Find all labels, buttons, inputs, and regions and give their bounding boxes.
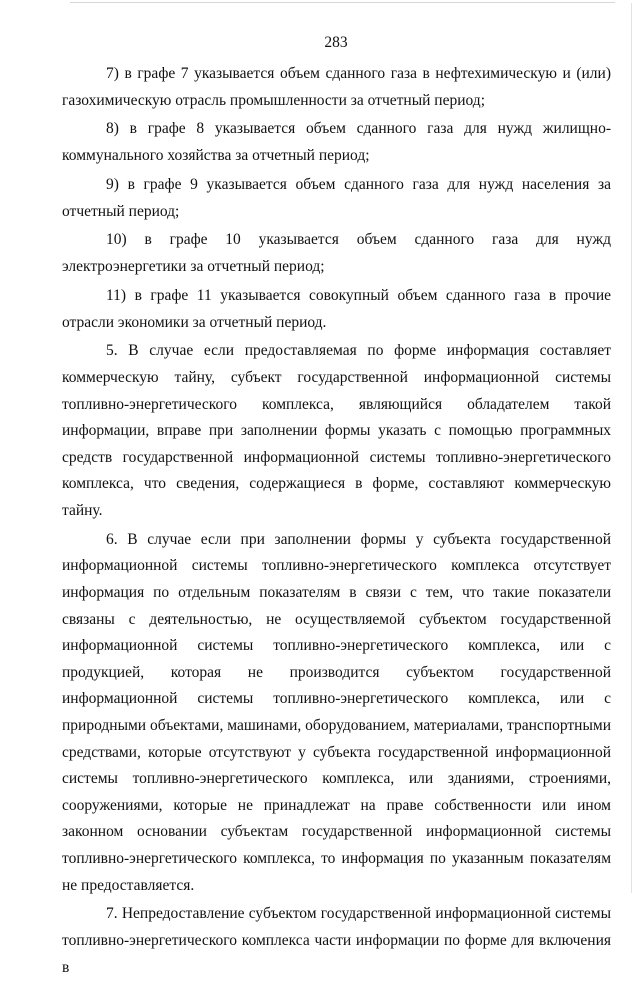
paragraph-item-11: 11) в графе 11 указывается совокупный объем сданного газа в прочие отрасли экономики за отчетный период.	[62, 286, 611, 331]
right-edge-line	[631, 3, 632, 893]
paragraph-item-10: 10) в графе 10 указывается объем сданного газа для нужд электроэнергетики за отчетный период;	[62, 231, 611, 276]
paragraph-clause-6: 6. В случае если при заполнении формы у субъекта государственной информационной системы топливно-энергетического комплекса отсутствует информация по отдельным показателям в связи с тем, что такие показатели связаны с деятельностью, не осуществляемой субъектом государственной информационной системы топливно-энергетического комплекса, или с продукцией, которая не производится субъектом государственной информационной системы топливно-энергетического комплекса, или с природными объектами, машинами, оборудованием, материалами, транспортными средствами, которые отсутствуют у субъекта государственной информационной системы топливно-энергетического комплекса, или зданиями, строениями, сооружениями, которые не принадлежат на праве собственности или ином законном основании субъектам государственной информационной системы топливно-энергетического комплекса, то информация по указанным показателям не предоставляется.	[62, 530, 611, 894]
body-text	[62, 61, 611, 981]
paragraph-clause-5: 5. В случае если предоставляемая по форме информация составляет коммерческую тайну, субъект государственной информационной системы топливно-энергетического комплекса, являющийся обладателем такой информации, вправе при заполнении формы указать с помощью программных средств государственной информационной системы топливно-энергетического комплекса, что сведения, содержащиеся в форме, составляют коммерческую тайну.	[62, 342, 611, 519]
top-edge-line	[70, 2, 615, 3]
paragraph-item-7: 7) в графе 7 указывается объем сданного газа в нефтехимическую и (или) газохимическую отрасль промышленности за отчетный период;	[62, 65, 611, 109]
paragraph-clause-7: 7. Непредоставление субъектом государственной информационной системы топливно-энергетического комплекса части информации по форме для включения в	[62, 905, 611, 976]
paragraph-item-9: 9) в графе 9 указывается объем сданного газа для нужд населения за отчетный период;	[62, 175, 611, 220]
paragraph-item-8: 8) в графе 8 указывается объем сданного газа для нужд жилищно-коммунального хозяйства за отчетный период;	[62, 120, 611, 165]
page-number: 283	[324, 34, 348, 51]
